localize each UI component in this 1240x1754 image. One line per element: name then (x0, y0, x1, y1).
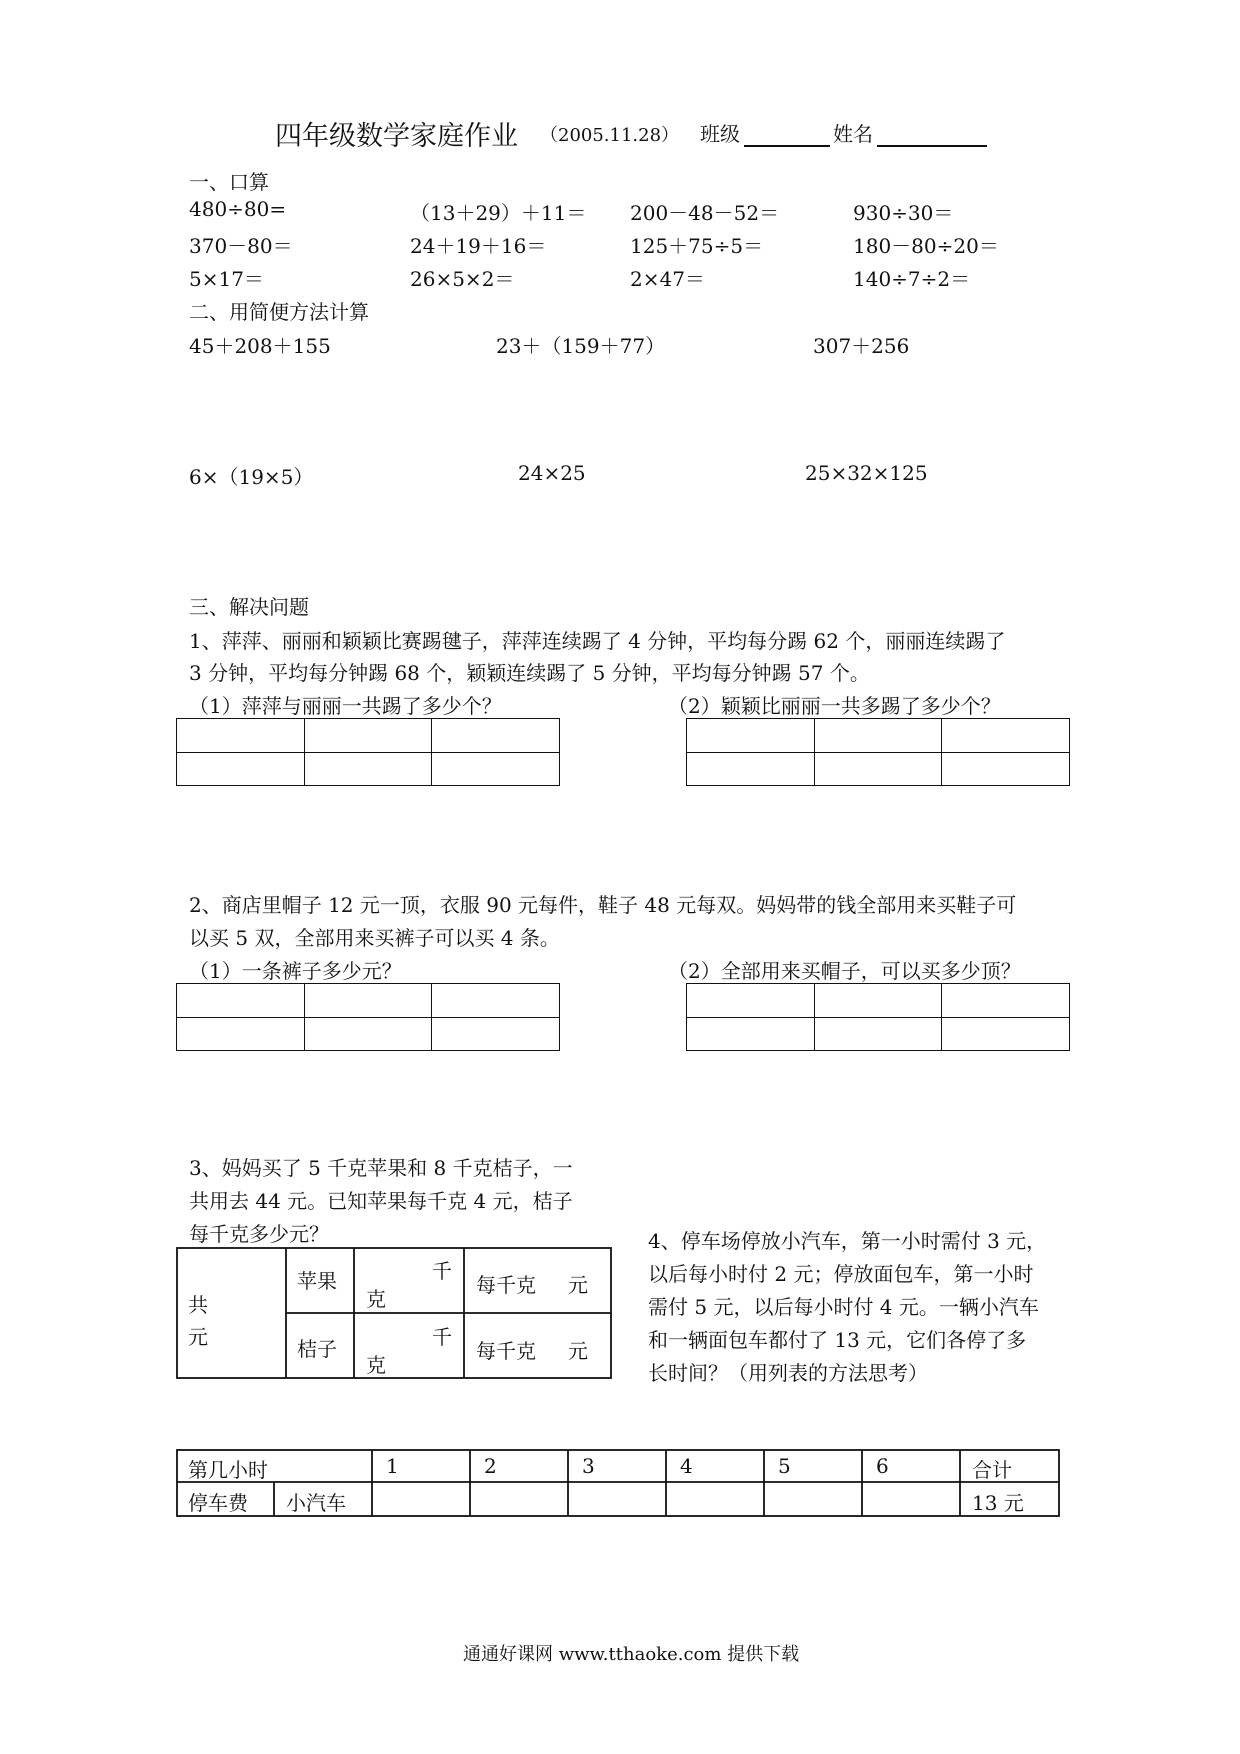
per-kg-label: 每千克 (476, 1339, 536, 1363)
problem4-line2: 以后每小时付 2 元；停放面包车，第一小时 (648, 1262, 1034, 1286)
problem2-question1: （1）一条裤子多少元？ (189, 959, 402, 983)
problem3-line2: 共用去 44 元。已知苹果每千克 4 元，桔子 (189, 1189, 573, 1213)
simplify-item: 45＋208＋155 (189, 334, 331, 358)
total-unit: 元 (188, 1325, 208, 1349)
problem3-line1: 3、妈妈买了 5 千克苹果和 8 千克桔子，一 (189, 1156, 573, 1180)
oral-item: 26×5×2＝ (410, 267, 515, 291)
answer-grid (176, 983, 560, 1051)
answer-cell[interactable] (432, 752, 560, 786)
answer-cell[interactable] (177, 719, 305, 753)
total-header: 合计 (972, 1458, 1012, 1482)
answer-cell[interactable] (432, 1017, 560, 1051)
answer-cell[interactable] (942, 1017, 1070, 1051)
oral-item: 480÷80= (189, 197, 287, 221)
answer-cell[interactable] (177, 752, 305, 786)
problem1-question2: （2）颖颖比丽丽一共多踢了多少个？ (668, 694, 1001, 718)
yuan-label: 元 (568, 1273, 588, 1297)
per-kg-label: 每千克 (476, 1273, 536, 1297)
answer-grid (686, 983, 1070, 1051)
hour-cell: 1 (386, 1454, 399, 1478)
answer-cell[interactable] (304, 719, 432, 753)
answer-cell[interactable] (177, 1017, 305, 1051)
name-label: 姓名 (833, 122, 873, 146)
answer-cell[interactable] (814, 1017, 942, 1051)
simplify-item: 23＋（159＋77） (496, 334, 666, 358)
problem4-line3: 需付 5 元，以后每小时付 4 元。一辆小汽车 (648, 1295, 1039, 1319)
simplify-item: 6×（19×5） (189, 465, 314, 489)
hour-cell: 6 (876, 1454, 889, 1478)
problem4-line1: 4、停车场停放小汽车，第一小时需付 3 元， (648, 1229, 1047, 1253)
answer-cell[interactable] (942, 752, 1070, 786)
page-title: 四年级数学家庭作业 (275, 121, 518, 152)
yuan-label: 元 (568, 1339, 588, 1363)
answer-cell[interactable] (687, 984, 815, 1018)
kg-label: 千 (432, 1259, 452, 1283)
hour-cell: 5 (778, 1454, 791, 1478)
hour-header: 第几小时 (188, 1458, 268, 1482)
answer-cell[interactable] (687, 752, 815, 786)
orange-label: 桔子 (297, 1337, 337, 1361)
problem1-line2: 3 分钟，平均每分钟踢 68 个，颖颖连续踢了 5 分钟，平均每分钟踢 57 个。 (189, 661, 870, 685)
simplify-item: 25×32×125 (805, 461, 928, 485)
class-label: 班级 (700, 122, 740, 146)
answer-cell[interactable] (687, 1017, 815, 1051)
name-blank[interactable] (877, 121, 987, 147)
footer-credit: 通通好课网 www.tthaoke.com 提供下载 (463, 1644, 800, 1665)
oral-item: 930÷30＝ (853, 201, 954, 225)
answer-grid (176, 718, 560, 786)
answer-cell[interactable] (177, 984, 305, 1018)
problem3-table (176, 1247, 612, 1379)
class-blank[interactable] (744, 121, 830, 147)
hour-cell: 3 (582, 1454, 595, 1478)
answer-cell[interactable] (304, 752, 432, 786)
answer-cell[interactable] (814, 752, 942, 786)
problem4-line5: 长时间？（用列表的方法思考） (648, 1361, 928, 1385)
answer-grid (686, 718, 1070, 786)
answer-cell[interactable] (687, 719, 815, 753)
problem3-line3: 每千克多少元？ (189, 1222, 329, 1246)
parking-table (176, 1449, 1060, 1517)
total-label: 共 (188, 1293, 208, 1317)
oral-item: 5×17＝ (189, 267, 264, 291)
section1-heading: 一、口算 (189, 170, 269, 194)
oral-item: 2×47＝ (630, 267, 705, 291)
problem2-line2: 以买 5 双，全部用来买裤子可以买 4 条。 (189, 926, 560, 950)
problem4-line4: 和一辆面包车都付了 13 元，它们各停了多 (648, 1328, 1027, 1352)
answer-cell[interactable] (814, 984, 942, 1018)
kg-label: 千 (432, 1325, 452, 1349)
oral-item: 140÷7÷2＝ (853, 267, 971, 291)
apple-label: 苹果 (297, 1269, 337, 1293)
oral-item: 24＋19＋16＝ (410, 234, 547, 258)
problem1-line1: 1、萍萍、丽丽和颖颖比赛踢毽子，萍萍连续踢了 4 分钟，平均每分踢 62 个，丽丽连续踢了 (189, 629, 1006, 653)
kg-label: 克 (366, 1353, 386, 1377)
answer-cell[interactable] (942, 719, 1070, 753)
oral-item: （13＋29）＋11＝ (410, 201, 587, 225)
car-label: 小汽车 (286, 1491, 346, 1515)
answer-cell[interactable] (432, 719, 560, 753)
answer-cell[interactable] (814, 719, 942, 753)
answer-cell[interactable] (304, 984, 432, 1018)
problem2-question2: （2）全部用来买帽子，可以买多少顶？ (668, 959, 1021, 983)
simplify-item: 307＋256 (813, 334, 910, 358)
car-total: 13 元 (972, 1491, 1024, 1515)
simplify-item: 24×25 (518, 461, 586, 485)
kg-label: 克 (366, 1287, 386, 1311)
oral-item: 125＋75÷5＝ (630, 234, 764, 258)
hour-cell: 4 (680, 1454, 693, 1478)
hour-cell: 2 (484, 1454, 497, 1478)
section2-heading: 二、用简便方法计算 (189, 300, 369, 324)
section3-heading: 三、解决问题 (189, 595, 309, 619)
fee-label: 停车费 (188, 1491, 248, 1515)
answer-cell[interactable] (432, 984, 560, 1018)
oral-item: 180－80÷20＝ (853, 234, 999, 258)
oral-item: 370－80＝ (189, 234, 293, 258)
answer-cell[interactable] (304, 1017, 432, 1051)
problem2-line1: 2、商店里帽子 12 元一顶，衣服 90 元每件，鞋子 48 元每双。妈妈带的钱全部用来买鞋子可 (189, 893, 1017, 917)
problem1-question1: （1）萍萍与丽丽一共踢了多少个？ (189, 694, 502, 718)
answer-cell[interactable] (942, 984, 1070, 1018)
oral-item: 200－48－52＝ (630, 201, 780, 225)
date-label: （2005.11.28） (540, 125, 680, 146)
